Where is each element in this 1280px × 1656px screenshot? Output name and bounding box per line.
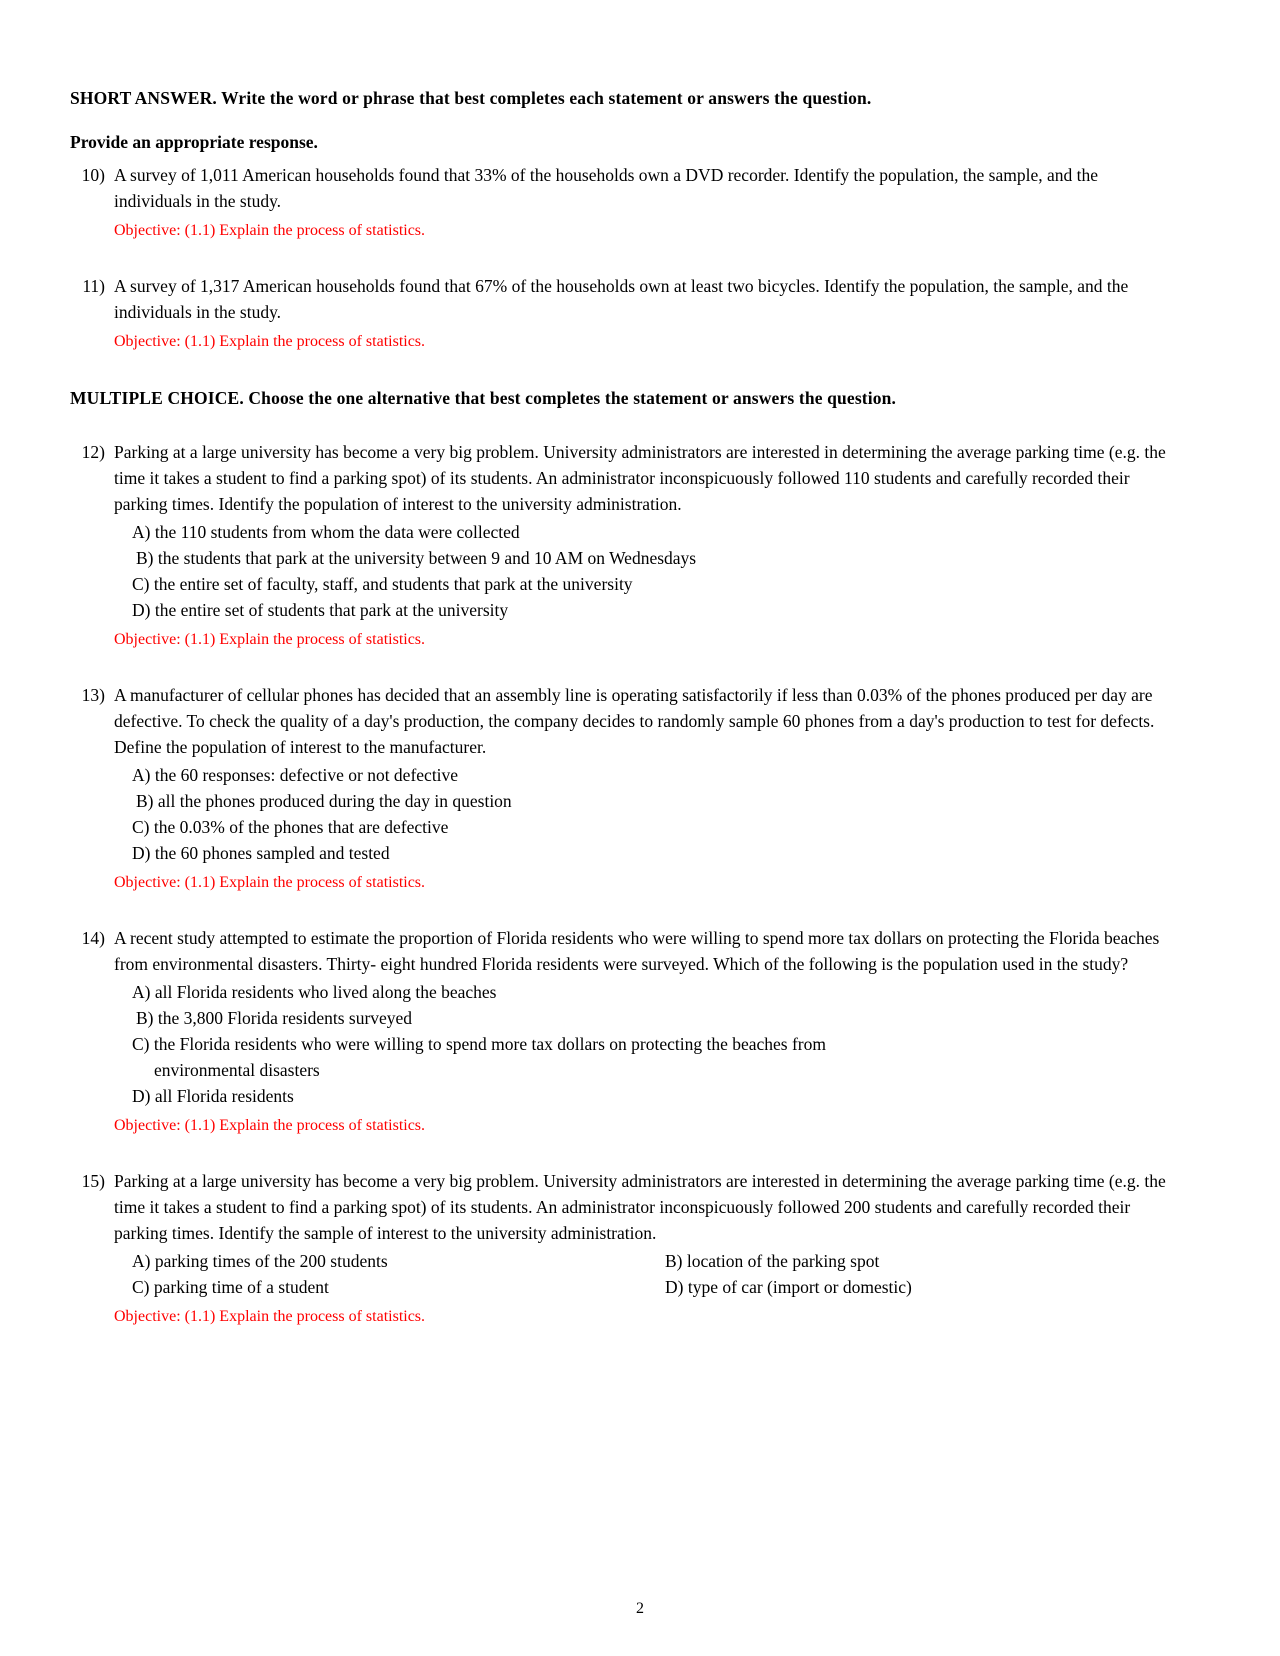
answer-choice-a[interactable]: A) parking times of the 200 students	[132, 1251, 388, 1271]
objective-note: Objective: (1.1) Explain the process of statistics.	[114, 1117, 426, 1134]
question-number: 13)	[81, 685, 105, 705]
answer-choices	[114, 1248, 1180, 1300]
answer-choice-c[interactable]	[114, 1031, 1180, 1083]
answer-choice-b[interactable]: B) location of the parking spot	[665, 1251, 880, 1271]
question-text: Parking at a large university has become a very big problem. University administrators are interested in determining the average parking time (e.g. the time it takes a student to find a parking spot) of its students. An administrator inconspicuously followed 110 students and carefully recorded their parking times. Identify the population of interest to the university administration.	[114, 442, 1166, 514]
question-item	[70, 439, 1180, 652]
answer-choice-c-line1: C) the Florida residents who were willing to spend more tax dollars on protecting the beaches from	[132, 1034, 826, 1054]
objective-note: Objective: (1.1) Explain the process of statistics.	[114, 333, 426, 350]
answer-choice-d[interactable]: D) the 60 phones sampled and tested	[132, 843, 390, 863]
question-item	[70, 1168, 1180, 1329]
question-body	[114, 925, 1180, 1138]
answer-choice-c-line2: environmental disasters	[154, 1060, 320, 1080]
question-number: 15)	[81, 1171, 105, 1191]
objective-note: Objective: (1.1) Explain the process of statistics.	[114, 222, 426, 239]
question-body	[114, 162, 1180, 243]
answer-choice-c[interactable]: C) the entire set of faculty, staff, and students that park at the university	[132, 574, 633, 594]
question-body	[114, 273, 1180, 354]
answer-choices	[114, 979, 1180, 1109]
answer-choice-b[interactable]: B) the 3,800 Florida residents surveyed	[136, 1008, 413, 1028]
question-text: A survey of 1,317 American households found that 67% of the households own at least two bicycles. Identify the population, the sample, and the individuals in the study.	[114, 276, 1129, 322]
question-body	[114, 1168, 1180, 1329]
answer-choice-d[interactable]: D) type of car (import or domestic)	[665, 1277, 912, 1297]
page-number: 2	[636, 1600, 644, 1617]
answer-choice-d[interactable]: D) the entire set of students that park at the university	[132, 600, 509, 620]
answer-choice-c[interactable]: C) the 0.03% of the phones that are defective	[132, 817, 449, 837]
answer-choice-b[interactable]: B) the students that park at the university between 9 and 10 AM on Wednesdays	[136, 548, 697, 568]
answer-choice-a[interactable]: A) the 110 students from whom the data were collected	[132, 522, 520, 542]
question-body	[114, 682, 1180, 895]
question-item	[70, 162, 1180, 243]
question-item	[70, 925, 1180, 1138]
question-number: 10)	[81, 165, 105, 185]
answer-choice-b[interactable]: B) all the phones produced during the day in question	[136, 791, 512, 811]
question-number: 14)	[81, 928, 105, 948]
multiple-choice-heading: MULTIPLE CHOICE. Choose the one alternative that best completes the statement or answers the question.	[70, 388, 897, 408]
answer-choice-a[interactable]: A) all Florida residents who lived along the beaches	[132, 982, 497, 1002]
short-answer-heading: SHORT ANSWER. Write the word or phrase that best completes each statement or answers the question.	[70, 88, 872, 108]
answer-choice-d[interactable]: D) all Florida residents	[132, 1086, 294, 1106]
answer-choices	[114, 762, 1180, 866]
answer-choice-a[interactable]: A) the 60 responses: defective or not defective	[132, 765, 459, 785]
question-text: A manufacturer of cellular phones has decided that an assembly line is operating satisfactorily if less than 0.03% of the phones produced per day are defective. To check the quality of a day's production, the company decides to randomly sample 60 phones from a day's production to test for defects. Define the population of interest to the manufacturer.	[114, 685, 1155, 757]
provide-response-heading: Provide an appropriate response.	[70, 132, 318, 152]
answer-choices	[114, 519, 1180, 623]
question-number: 12)	[81, 442, 105, 462]
question-text: Parking at a large university has become a very big problem. University administrators are interested in determining the average parking time (e.g. the time it takes a student to find a parking spot) of its students. An administrator inconspicuously followed 200 students and carefully recorded their parking times. Identify the sample of interest to the university administration.	[114, 1171, 1166, 1243]
question-text: A recent study attempted to estimate the proportion of Florida residents who were willing to spend more tax dollars on protecting the Florida beaches from environmental disasters. Thirty- eight hundred Florida residents were surveyed. Which of the following is the population used in the study?	[114, 928, 1160, 974]
answer-choice-c[interactable]: C) parking time of a student	[132, 1277, 329, 1297]
question-item	[70, 682, 1180, 895]
question-text: A survey of 1,011 American households found that 33% of the households own a DVD recorder. Identify the population, the sample, and the individuals in the study.	[114, 165, 1098, 211]
objective-note: Objective: (1.1) Explain the process of statistics.	[114, 631, 426, 648]
question-item	[70, 273, 1180, 354]
objective-note: Objective: (1.1) Explain the process of statistics.	[114, 1308, 426, 1325]
question-body	[114, 439, 1180, 652]
question-number: 11)	[82, 276, 105, 296]
objective-note: Objective: (1.1) Explain the process of statistics.	[114, 874, 426, 891]
